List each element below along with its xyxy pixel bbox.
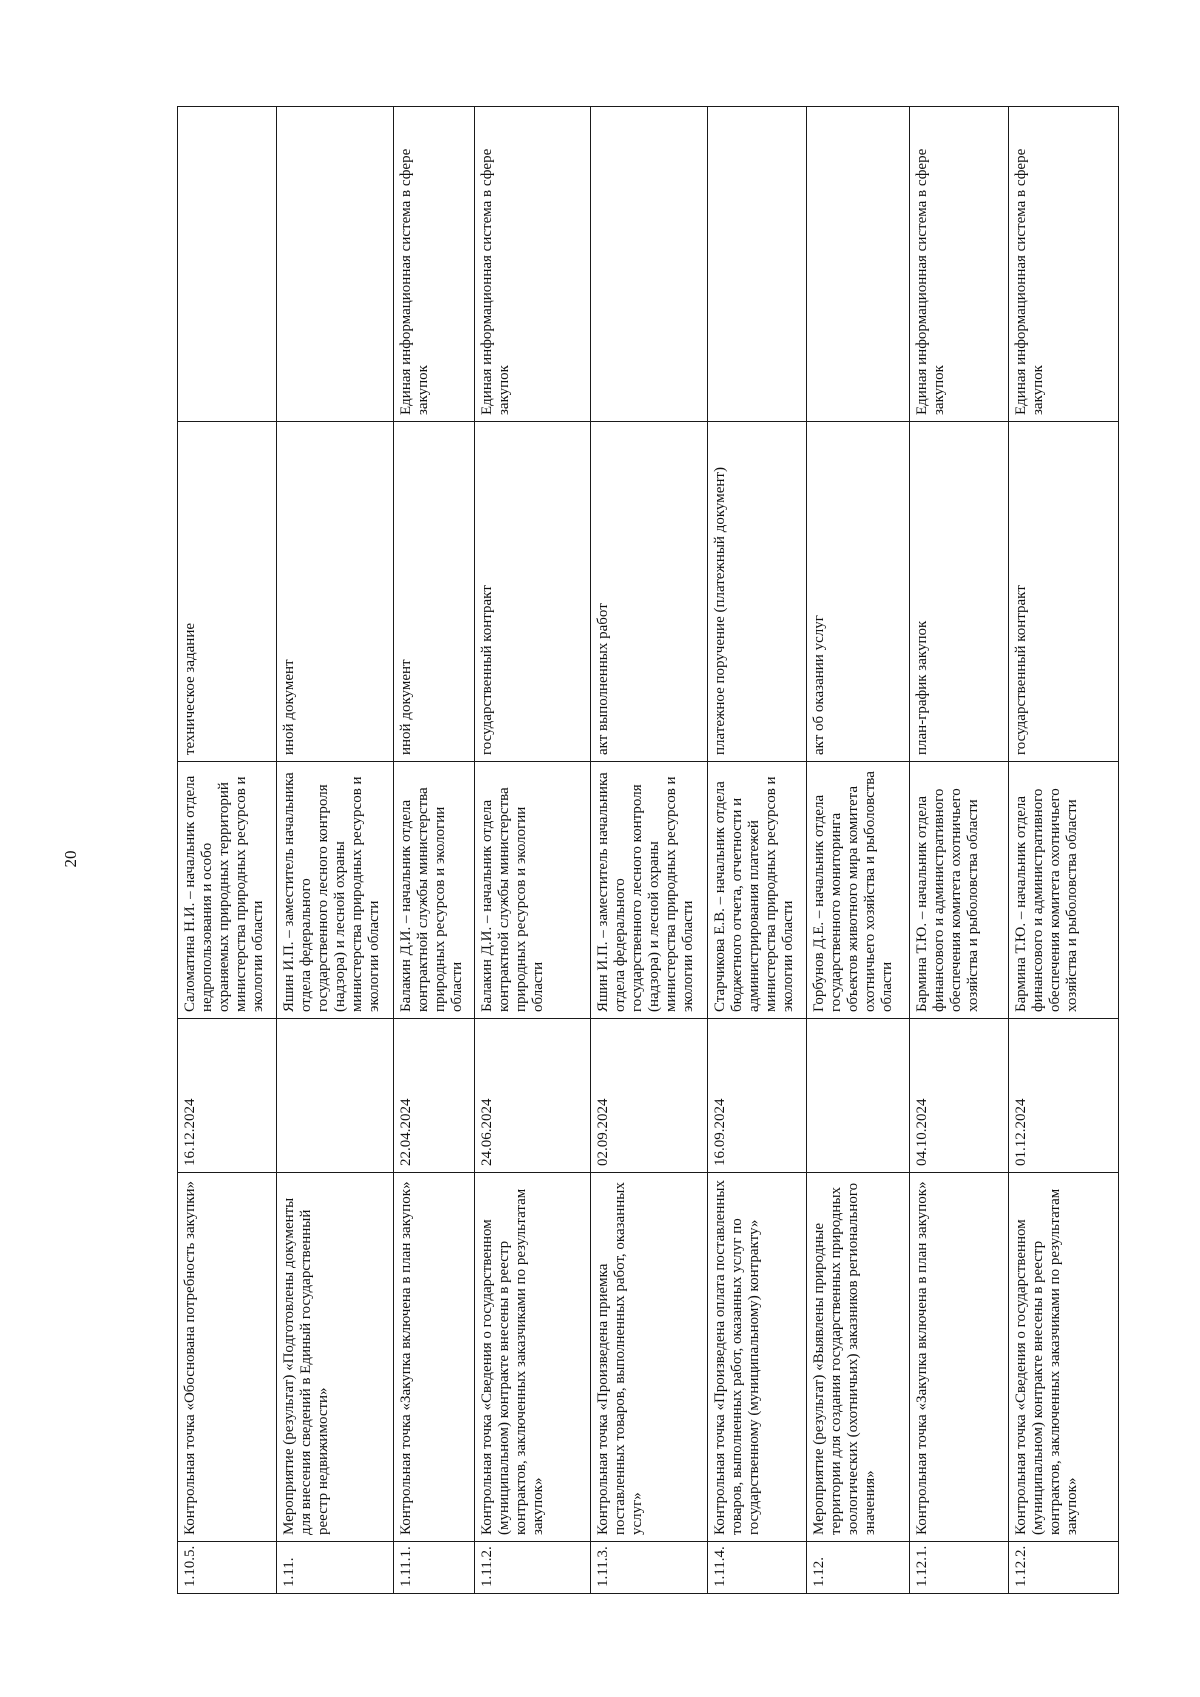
row-date: 02.09.2024 bbox=[591, 1019, 708, 1173]
row-document: платежное поручение (платежный документ) bbox=[707, 422, 806, 762]
row-document: иной документ bbox=[277, 422, 394, 762]
row-document: план-график закупок bbox=[910, 422, 1009, 762]
row-name: Контрольная точка «Закупка включена в план закупок» bbox=[394, 1173, 475, 1542]
row-system bbox=[591, 107, 708, 422]
row-number: 1.11.2. bbox=[475, 1542, 591, 1594]
row-number: 1.11. bbox=[277, 1542, 394, 1594]
row-date bbox=[807, 1019, 910, 1173]
row-number: 1.12. bbox=[807, 1542, 910, 1594]
row-responsible: Яшин И.П. – заместитель начальника отдела федерального государственного лесного контроля (надзора) и лесной охраны министерства природных ресурсов и экологии области bbox=[591, 762, 708, 1019]
row-system bbox=[277, 107, 394, 422]
row-name: Мероприятие (результат) «Выявлены природные территории для создания государственных природных зоологических (охотничьих) заказников регионального значения» bbox=[807, 1173, 910, 1542]
row-system: Единая информационная система в сфере закупок bbox=[1009, 107, 1119, 422]
plan-table bbox=[177, 107, 1119, 1594]
table-row bbox=[178, 107, 277, 1594]
row-date: 16.09.2024 bbox=[707, 1019, 806, 1173]
row-responsible: Балакин Д.И. – начальник отдела контрактной службы министерства природных ресурсов и экологии области bbox=[394, 762, 475, 1019]
row-number: 1.12.1. bbox=[910, 1542, 1009, 1594]
row-name: Контрольная точка «Произведена оплата поставленных товаров, выполненных работ, оказанных услуг по государственному (муниципальному) контракту» bbox=[707, 1173, 806, 1542]
row-date: 24.06.2024 bbox=[475, 1019, 591, 1173]
table-row bbox=[394, 107, 475, 1594]
table-row bbox=[1009, 107, 1119, 1594]
row-date bbox=[277, 1019, 394, 1173]
row-number: 1.11.4. bbox=[707, 1542, 806, 1594]
table-row bbox=[707, 107, 806, 1594]
row-name: Контрольная точка «Обоснована потребность закупки» bbox=[178, 1173, 277, 1542]
row-name: Контрольная точка «Произведена приемка поставленных товаров, выполненных работ, оказанных услуг» bbox=[591, 1173, 708, 1542]
row-number: 1.11.1. bbox=[394, 1542, 475, 1594]
row-name: Мероприятие (результат) «Подготовлены документы для внесения сведений в Единый государственный реестр недвижимости» bbox=[277, 1173, 394, 1542]
row-name: Контрольная точка «Закупка включена в план закупок» bbox=[910, 1173, 1009, 1542]
row-system: Единая информационная система в сфере закупок bbox=[475, 107, 591, 422]
row-date: 16.12.2024 bbox=[178, 1019, 277, 1173]
row-responsible: Горбунов Д.Е. – начальник отдела государственного мониторинга объектов животного мира комитета охотничьего хозяйства и рыболовства области bbox=[807, 762, 910, 1019]
control-points-table bbox=[177, 106, 1119, 1594]
row-date: 22.04.2024 bbox=[394, 1019, 475, 1173]
row-responsible: Старчикова Е.В. – начальник отдела бюджетного отчета, отчетности и администрирования платежей министерства природных ресурсов и экологии области bbox=[707, 762, 806, 1019]
table-row bbox=[807, 107, 910, 1594]
row-number: 1.11.3. bbox=[591, 1542, 708, 1594]
row-number: 1.12.2. bbox=[1009, 1542, 1119, 1594]
row-document: техническое задание bbox=[178, 422, 277, 762]
row-document: иной документ bbox=[394, 422, 475, 762]
row-name: Контрольная точка «Сведения о государственном (муниципальном) контракте внесены в реестр контрактов, заключенных заказчиками по результатам закупок» bbox=[475, 1173, 591, 1542]
row-responsible: Бармина Т.Ю. – начальник отдела финансового и административного обеспечения комитета охотничьего хозяйства и рыболовства области bbox=[910, 762, 1009, 1019]
row-system: Единая информационная система в сфере закупок bbox=[394, 107, 475, 422]
row-date: 04.10.2024 bbox=[910, 1019, 1009, 1173]
row-system bbox=[178, 107, 277, 422]
table-row bbox=[910, 107, 1009, 1594]
row-responsible: Яшин И.П. – заместитель начальника отдела федерального государственного лесного контроля (надзора) и лесной охраны министерства природных ресурсов и экологии области bbox=[277, 762, 394, 1019]
row-document: государственный контракт bbox=[1009, 422, 1119, 762]
row-document: акт выполненных работ bbox=[591, 422, 708, 762]
row-system bbox=[707, 107, 806, 422]
row-responsible: Саломатина Н.И. – начальник отдела недропользования и особо охраняемых природных территорий министерства природных ресурсов и экологии области bbox=[178, 762, 277, 1019]
row-responsible: Бармина Т.Ю. – начальник отдела финансового и административного обеспечения комитета охотничьего хозяйства и рыболовства области bbox=[1009, 762, 1119, 1019]
table-row bbox=[591, 107, 708, 1594]
row-responsible: Балакин Д.И. – начальник отдела контрактной службы министерства природных ресурсов и экологии области bbox=[475, 762, 591, 1019]
row-system: Единая информационная система в сфере закупок bbox=[910, 107, 1009, 422]
row-number: 1.10.5. bbox=[178, 1542, 277, 1594]
row-name: Контрольная точка «Сведения о государственном (муниципальном) контракте внесены в реестр контрактов, заключенных заказчиками по результатам закупок» bbox=[1009, 1173, 1119, 1542]
row-date: 01.12.2024 bbox=[1009, 1019, 1119, 1173]
page-number: 20 bbox=[61, 850, 80, 868]
row-document: государственный контракт bbox=[475, 422, 591, 762]
table-row bbox=[475, 107, 591, 1594]
table-row bbox=[277, 107, 394, 1594]
row-document: акт об оказании услуг bbox=[807, 422, 910, 762]
row-system bbox=[807, 107, 910, 422]
